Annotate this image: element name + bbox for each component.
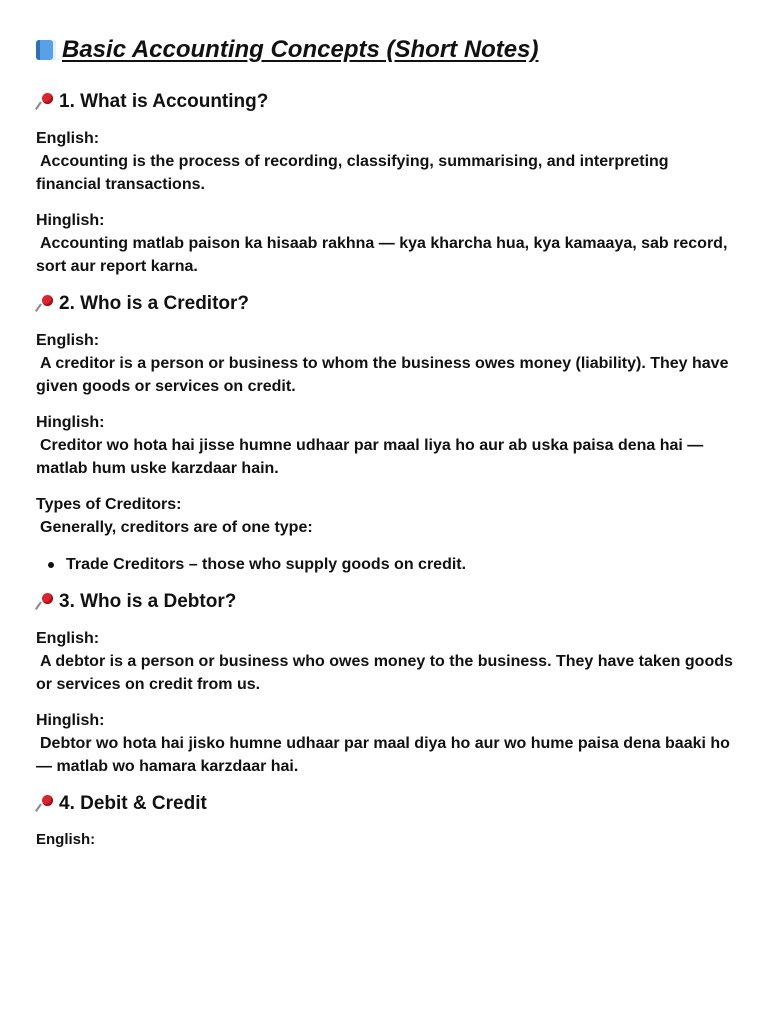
pin-icon <box>36 592 56 612</box>
english-text <box>36 352 736 398</box>
book-icon <box>36 40 56 60</box>
section-heading <box>36 90 736 114</box>
english-label: English: <box>36 831 96 848</box>
english-text-content: Accounting is the process of recording, classifying, summarising, and interpreting financial transactions. <box>36 153 669 193</box>
hinglish-text <box>36 232 736 278</box>
section-heading-text: 3. Who is a Debtor? <box>59 591 237 612</box>
hinglish-label: Hinglish: <box>36 414 105 431</box>
pin-icon <box>36 92 56 112</box>
section-accounting <box>36 90 736 278</box>
pin-icon <box>36 294 56 314</box>
english-label: English: <box>36 332 100 349</box>
page-title <box>36 34 736 66</box>
section-heading <box>36 792 736 816</box>
english-text-content: A creditor is a person or business to whom the business owes money (liability). They have given goods or services on credit. <box>36 355 729 395</box>
section-heading <box>36 292 736 316</box>
hinglish-text <box>36 732 736 778</box>
hinglish-text-content: Debtor wo hota hai jisko humne udhaar par maal diya ho aur wo hume paisa dena baaki ho — matlab wo hamara karzdaar hai. <box>36 735 730 775</box>
hinglish-label: Hinglish: <box>36 212 105 229</box>
section-creditor <box>36 292 736 576</box>
types-text <box>36 516 736 539</box>
english-label: English: <box>36 630 100 647</box>
notes-page <box>36 34 736 850</box>
english-text-content: A debtor is a person or business who owes money to the business. They have taken goods or services on credit from us. <box>36 653 733 693</box>
english-text <box>36 150 736 196</box>
section-heading-text: 1. What is Accounting? <box>59 91 269 112</box>
section-heading-text: 2. Who is a Creditor? <box>59 293 250 314</box>
types-label: Types of Creditors: <box>36 496 182 513</box>
section-heading <box>36 590 736 614</box>
english-text <box>36 650 736 696</box>
hinglish-label: Hinglish: <box>36 712 105 729</box>
hinglish-text-content: Accounting matlab paison ka hisaab rakhna — kya kharcha hua, kya kamaaya, sab record, sort aur report karna. <box>36 235 728 275</box>
hinglish-text-content: Creditor wo hota hai jisse humne udhaar par maal liya ho aur ab uska paisa dena hai — matlab hum uske karzdaar hain. <box>36 437 704 477</box>
types-text-content: Generally, creditors are of one type: <box>40 519 313 536</box>
english-label: English: <box>36 130 100 147</box>
section-debtor <box>36 590 736 778</box>
page-title-text: Basic Accounting Concepts (Short Notes) <box>62 36 539 63</box>
creditor-types-list <box>36 553 736 576</box>
pin-icon <box>36 794 56 814</box>
section-debit-credit <box>36 792 736 850</box>
hinglish-text <box>36 434 736 480</box>
list-item: Trade Creditors – those who supply goods on credit. <box>36 553 736 576</box>
section-heading-text: 4. Debit & Credit <box>59 793 207 814</box>
